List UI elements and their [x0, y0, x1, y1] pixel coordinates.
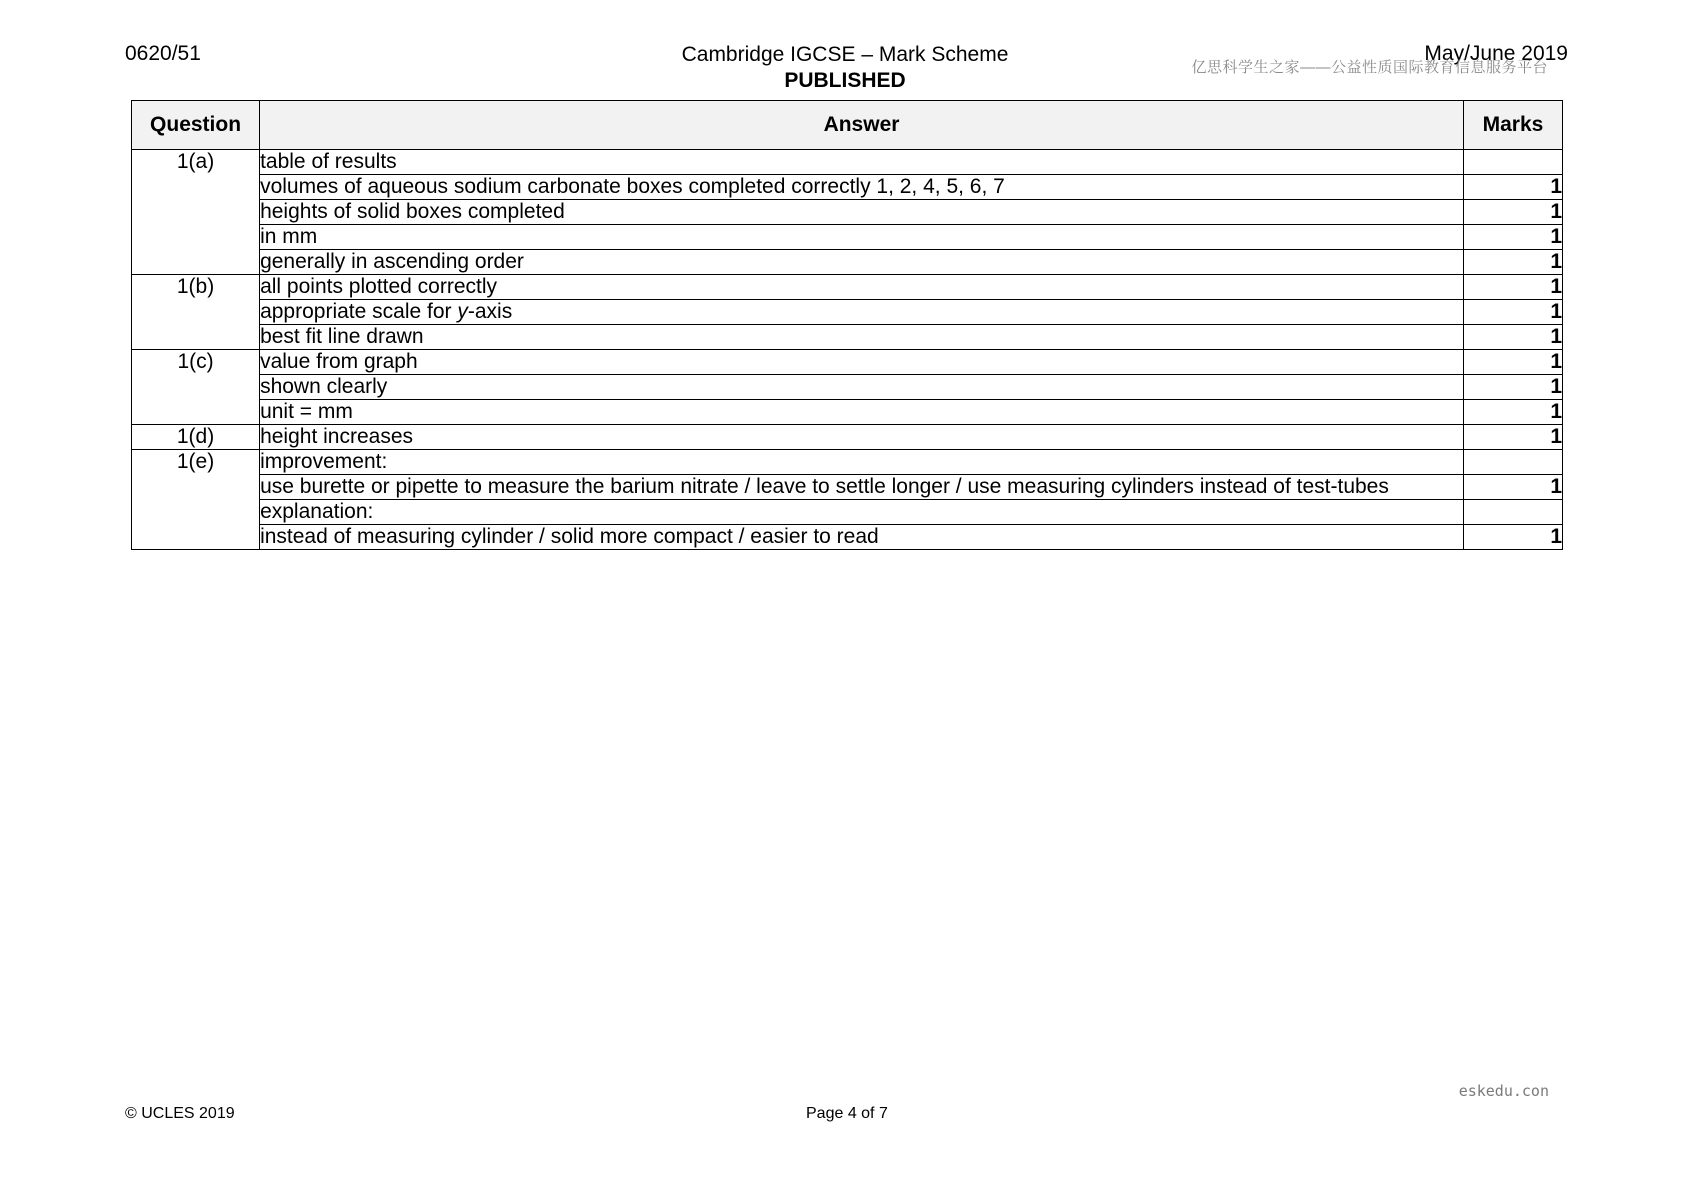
- table-row: [132, 300, 1563, 325]
- watermark-bottom: eskedu.con: [1458, 1082, 1549, 1100]
- mark-scheme-table: [131, 100, 1563, 550]
- marks-value: 1: [1463, 275, 1562, 300]
- answer-text-part: appropriate scale for: [260, 300, 458, 323]
- answer-text: table of results: [260, 150, 1464, 175]
- marks-value: 1: [1463, 250, 1562, 275]
- answer-text: value from graph: [260, 350, 1464, 375]
- table-row: [132, 275, 1563, 300]
- answer-text: explanation:: [260, 500, 1464, 525]
- marks-value: 1: [1463, 400, 1562, 425]
- header-code: 0620/51: [125, 42, 201, 65]
- table-header-row: [132, 101, 1563, 150]
- table-row: [132, 200, 1563, 225]
- table-row: [132, 175, 1563, 200]
- answer-text: unit = mm: [260, 400, 1464, 425]
- table-row: [132, 525, 1563, 550]
- answer-text: volumes of aqueous sodium carbonate boxes completed correctly 1, 2, 4, 5, 6, 7: [260, 175, 1464, 200]
- table-row: [132, 325, 1563, 350]
- answer-text: best fit line drawn: [260, 325, 1464, 350]
- table-row: [132, 375, 1563, 400]
- answer-text: [260, 300, 1464, 325]
- watermark-top: 亿思科学生之家——公益性质国际教育信息服务平台: [1191, 59, 1548, 76]
- marks-value: [1463, 150, 1562, 175]
- marks-value: 1: [1463, 225, 1562, 250]
- table-row: [132, 475, 1563, 500]
- marks-value: 1: [1463, 425, 1562, 450]
- question-number: 1(b): [132, 275, 260, 350]
- header-title: Cambridge IGCSE – Mark Scheme: [681, 43, 1009, 66]
- table-row: [132, 150, 1563, 175]
- question-number: 1(c): [132, 350, 260, 425]
- column-header-marks: Marks: [1463, 101, 1562, 150]
- table-row: [132, 450, 1563, 475]
- marks-value: 1: [1463, 350, 1562, 375]
- answer-text: all points plotted correctly: [260, 275, 1464, 300]
- column-header-answer: Answer: [260, 101, 1464, 150]
- answer-text: in mm: [260, 225, 1464, 250]
- table-row: [132, 225, 1563, 250]
- marks-value: 1: [1463, 200, 1562, 225]
- table-row: [132, 425, 1563, 450]
- table-row: [132, 500, 1563, 525]
- answer-text-italic: y: [457, 300, 468, 323]
- column-header-question: Question: [132, 101, 260, 150]
- table-row: [132, 400, 1563, 425]
- question-number: 1(d): [132, 425, 260, 450]
- header-subtitle: PUBLISHED: [784, 69, 906, 92]
- marks-value: 1: [1463, 375, 1562, 400]
- marks-value: 1: [1463, 475, 1562, 500]
- answer-text: generally in ascending order: [260, 250, 1464, 275]
- answer-text: shown clearly: [260, 375, 1464, 400]
- header-session: May/June 2019: [1424, 42, 1568, 65]
- answer-text: heights of solid boxes completed: [260, 200, 1464, 225]
- marks-value: [1463, 450, 1562, 475]
- table-row: [132, 350, 1563, 375]
- answer-text: height increases: [260, 425, 1464, 450]
- marks-value: 1: [1463, 325, 1562, 350]
- marks-value: 1: [1463, 175, 1562, 200]
- header-title-block: [640, 42, 1050, 94]
- marks-value: [1463, 500, 1562, 525]
- question-number: 1(a): [132, 150, 260, 275]
- question-number: 1(e): [132, 450, 260, 550]
- footer-page-number: Page 4 of 7: [806, 1105, 888, 1122]
- footer-copyright: © UCLES 2019: [125, 1105, 235, 1122]
- marks-value: 1: [1463, 300, 1562, 325]
- answer-text: instead of measuring cylinder / solid more compact / easier to read: [260, 525, 1464, 550]
- answer-text: use burette or pipette to measure the barium nitrate / leave to settle longer / use measuring cylinders instead of test-tubes: [260, 475, 1464, 500]
- table-row: [132, 250, 1563, 275]
- marks-value: 1: [1463, 525, 1562, 550]
- answer-text-part: -axis: [467, 300, 513, 323]
- answer-text: improvement:: [260, 450, 1464, 475]
